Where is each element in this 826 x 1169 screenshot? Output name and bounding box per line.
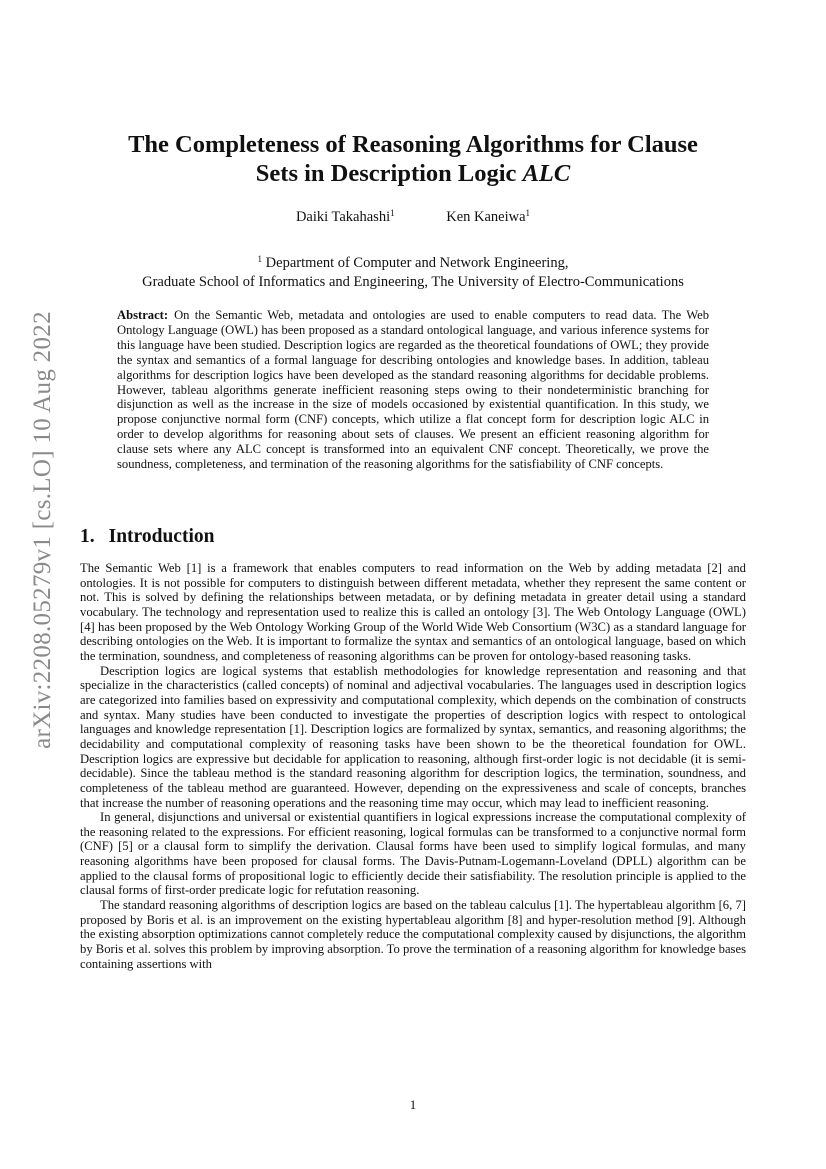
section-heading [80, 526, 214, 548]
author-2-affil-mark: 1 [525, 208, 531, 218]
arxiv-watermark [20, 311, 66, 749]
author-2-name: Ken Kaneiwa [446, 209, 526, 225]
author-2 [446, 209, 530, 225]
paper-title [80, 130, 746, 188]
affiliation-mark: 1 [257, 254, 263, 264]
author-1-affil-mark: 1 [390, 208, 395, 218]
title-line-2-text: Sets in Description Logic [255, 160, 523, 187]
section-title: Introduction [108, 526, 215, 547]
title-logic-name: ALC [522, 160, 571, 187]
affiliation-line-1 [60, 250, 766, 273]
abstract-label: Abstract: [117, 308, 169, 322]
affiliation-line-2: Graduate School of Informatics and Engineering, The University of Electro-Communications [142, 274, 684, 290]
author-1 [296, 209, 395, 225]
paragraph: The standard reasoning algorithms of description logics are based on the tableau calculus [1]. The hypertableau algorithm [6, 7] proposed by Boris et al. is an improvement on the existing hypertableau algorithm [8] and hyper-resolution method [9]. Although the existing absorption optimizations cannot completely reduce the computational complexity caused by disjunctions, the algorithm by Boris et al. solves this problem by improving absorption. To prove the termination of a reasoning algorithm for knowledge bases containing assertions with [80, 898, 746, 971]
section-number: 1. [80, 526, 95, 547]
introduction-body [80, 561, 746, 971]
author-1-name: Daiki Takahashi [295, 209, 391, 225]
paragraph: The Semantic Web [1] is a framework that enables computers to read information on the Web by adding metadata [2] and ontologies. It is not possible for computers to distinguish between different metadata, whether they represent the same content or not. This is solved by defining the relationships between metadata, or by defining metadata in greater detail using a standard vocabulary. The technology and representation used to realize this is called an ontology [3]. The Web Ontology Language (OWL) [4] has been proposed by the Web Ontology Working Group of the World Wide Web Consortium (W3C) as a standard language for describing ontologies on the Web. It is important to formalize the syntax and semantics of an ontological language, based on which the termination, soundness, and completeness of reasoning algorithms can be proven for ontology-based reasoning tasks. [80, 561, 746, 663]
affiliation-dept: Department of Computer and Network Engineering, [262, 255, 569, 271]
paragraph: Description logics are logical systems that establish methodologies for knowledge representation and reasoning and that specialize in the characteristics (called concepts) of nominal and adjectival vocabularies. The languages used in description logics are categorized into families based on expressivity and computational complexity, which depends on the combination of constructs and syntax. Many studies have been conducted to investigate the properties of description logics with respect to ontological languages and knowledge representation [1]. Description logics are formalized by syntax, semantics, and reasoning algorithms; the decidability and computational complexity of reasoning tasks have been shown to be the theoretical foundation for OWL. Description logics are expressive but decidable for application to reasoning, although first-order logic is not decidable (it is semi-decidable). Since the tableau method is the standard reasoning algorithm for description logics, the termination, soundness, and completeness of the tableau method are guaranteed. However, depending on the expressiveness and scale of concepts, branches that increase the number of reasoning operations and the reasoning time may occur, which may lead to inefficient reasoning. [80, 663, 746, 810]
paragraph: In general, disjunctions and universal or existential quantifiers in logical expressions increase the computational complexity of the reasoning related to the expressions. For efficient reasoning, logical formulas can be transformed to a conjunctive normal form (CNF) [5] or a clausal form to simplify the derivation. Clausal forms have been used to simplify logical formulas, and many reasoning algorithms have been proposed for clausal forms. The Davis-Putnam-Logemann-Loveland (DPLL) algorithm can be applied to the clausal forms of propositional logic to efficiently decide their satisfiability. The resolution principle is applied to the clausal forms of first-order predicate logic for refutation reasoning. [80, 810, 746, 898]
abstract-text: On the Semantic Web, metadata and ontologies are used to enable computers to read data. The Web Ontology Language (OWL) has been proposed as a standard ontological language, and various inference systems for this language have been studied. Description logics are regarded as the theoretical foundations of OWL; they provide the syntax and semantics of a formal language for describing ontologies and knowledge bases. In addition, tableau algorithms for description logics have been developed as the standard reasoning algorithms for decidable problems. However, tableau algorithms generate inefficient reasoning steps owing to their nondeterministic branching for disjunction as well as the increase in the size of models occasioned by existential quantification. In this study, we propose conjunctive normal form (CNF) concepts, which utilize a flat concept form for description logic ALC in order to develop algorithms for reasoning about sets of clauses. We present an efficient reasoning algorithm for clause sets where any ALC concept is transformed into an equivalent CNF concept. Theoretically, we prove the soundness, completeness, and termination of the reasoning algorithms for the satisfiability of CNF concepts. [117, 308, 709, 472]
title-line-2 [80, 159, 746, 188]
page-number: 1 [409, 1097, 417, 1112]
author-list [80, 208, 746, 226]
arxiv-identifier: arXiv:2208.05279v1 [cs.LO] 10 Aug 2022 [29, 311, 56, 749]
affiliation [60, 250, 766, 292]
abstract [117, 308, 709, 472]
title-line-1: The Completeness of Reasoning Algorithms for Clause [128, 131, 698, 158]
